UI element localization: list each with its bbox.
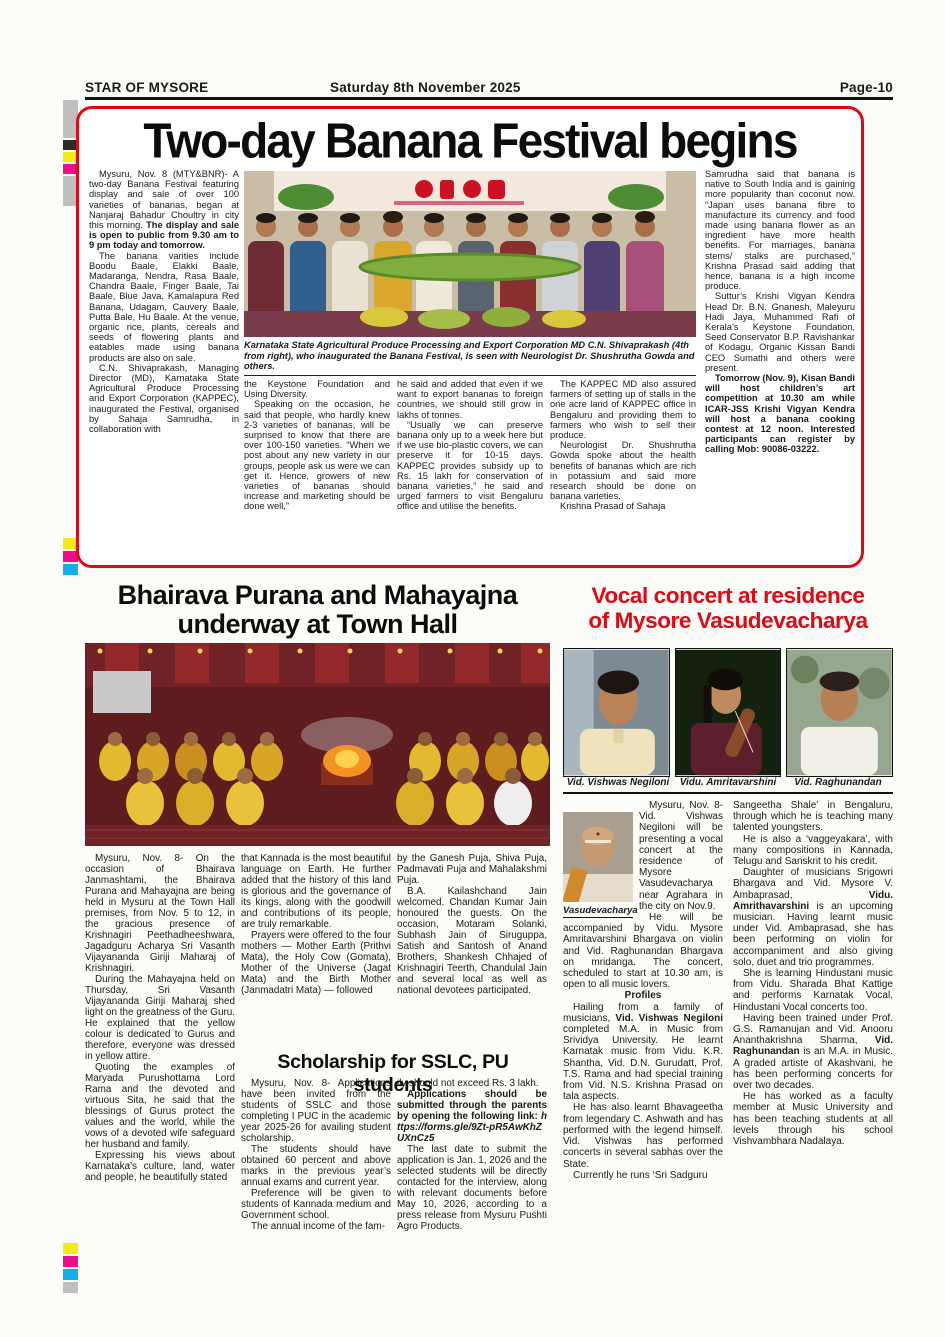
portrait-caption: Vid. Vishwas Negiloni bbox=[566, 777, 670, 788]
bhairava-column-2 bbox=[241, 853, 391, 1049]
bold-name-text: Vidu. Amrithavarshini bbox=[733, 889, 893, 912]
body-paragraph: that Kannada is the most beautiful language on Earth. He further added that the history of this land is glorious and the governance of its kings, along with the goodwill and contributions of its people, are truly remarkable. bbox=[241, 853, 391, 930]
vocal-column-1 bbox=[563, 800, 723, 1300]
body-paragraph: The KAPPEC MD also assured farmers of setting up of stalls in the one acre land of KAPPEC office in Bengaluru and providing them to farmers who wish to sell their produce. bbox=[550, 379, 696, 441]
body-paragraph: He has worked as a faculty member at Music University and has been teaching students at all levels through his school Vishvambhara Nadalaya. bbox=[733, 1091, 893, 1148]
registration-mark bbox=[63, 564, 78, 575]
vishwas-negiloni-photo bbox=[563, 648, 670, 777]
body-paragraph: the Keystone Foundation and Using Diversity. bbox=[244, 379, 390, 400]
vocal-portraits-captions bbox=[563, 777, 893, 788]
vasudevacharya-photo bbox=[563, 812, 633, 902]
bhairava-column-1 bbox=[85, 853, 235, 1293]
application-link-text: https://forms.gle/9Zt-pR5AwKhZUXnCz5 bbox=[397, 1111, 547, 1144]
body-paragraph: Suttur’s Krishi Vigyan Kendra Head Dr. B.N. Gnanesh, Maleyuru Hadi Jaya, Muhammed Rafi of Kerala’s Keystone Foundation, Seed Conservator B.P. Ravishankar of Kodagu, Organic Kissan Bandi CEO Sumathi and others were present. bbox=[705, 291, 855, 373]
vasudevacharya-inset bbox=[563, 812, 638, 918]
registration-mark bbox=[63, 1243, 78, 1254]
body-paragraph: Samrudha said that banana is native to South India and is gaining more popularity than coconut now. “Japan uses banana fibre to manufacture its currency and food made using banana flower as an ingredient have more health benefits. For marriages, banana stems/ stalks are purchased,” Krishna Prasad said adding that hence, banana is a high income produce. bbox=[705, 169, 855, 292]
body-paragraph: Neurologist Dr. Shushrutha Gowda spoke about the health benefits of bananas which are rich in potassium and said more research should be done on banana varieties. bbox=[550, 440, 696, 502]
body-paragraph: ily should not exceed Rs. 3 lakh. bbox=[397, 1078, 539, 1089]
body-paragraph: Quoting the examples of Maryada Purushottama Lord Rama and the devoted and virtuous Sita, he said that the blessings of Gurus protect the values and the world, while the vows of a devoted wife safeguard her husband and family. bbox=[85, 1062, 235, 1150]
profiles-subhead: Profiles bbox=[624, 990, 662, 1002]
bold-highlight-paragraph: Tomorrow (Nov. 9), Kisan Bandi will host children’s art competition at 10.30 am while ICAR-JSS Krishi Vigyan Kendra will host a banana cooking contest at 12 noon. Interested participants can register by calling Mob: 90086-03222. bbox=[705, 373, 855, 455]
scholarship-column-2 bbox=[397, 1078, 547, 1293]
vocal-column-2 bbox=[733, 800, 893, 1300]
paragraph-text: is an M.A. in Music. A graded artiste of Akashvani, he has been performing concerts for over two decades. bbox=[733, 1046, 893, 1092]
vocal-portraits-row bbox=[563, 648, 893, 777]
raghunandan-photo bbox=[786, 648, 893, 777]
body-paragraph: The last date to submit the application is Jan. 1, 2026 and the selected students will be directly contacted for the interview, along with relevant documents before May 10, 2026, according to a press release from Mysuru Pushti Agro Products. bbox=[397, 1144, 547, 1232]
bold-name-text: Vid. Vishwas Negiloni bbox=[615, 1012, 723, 1024]
masthead-date: Saturday 8th November 2025 bbox=[330, 80, 521, 95]
headline-line: underway at Town Hall bbox=[177, 609, 458, 639]
amritavarshini-photo bbox=[675, 648, 782, 777]
bhairava-column-3 bbox=[397, 853, 547, 1049]
scholarship-column-1 bbox=[241, 1078, 391, 1293]
body-paragraph: She is learning Hindustani music from Vidu. Sharada Bhat Kattige and performs Karnatak Vocal, Hindustani Vocal concerts too. bbox=[733, 968, 893, 1013]
bold-name-text: Vid. Raghunandan bbox=[733, 1035, 893, 1058]
paragraph-text: Applications should be submitted through the parents by opening the following link: bbox=[397, 1089, 547, 1122]
body-paragraph: by the Ganesh Puja, Shiva Puja, Padmavati Puja and Mahalakshmi Puja. bbox=[397, 853, 547, 886]
body-paragraph bbox=[89, 169, 239, 251]
body-paragraph: he said and added that even if we want to export bananas to foreign countries, we should still grow in lakhs of tonnes. bbox=[397, 379, 543, 420]
vocal-divider-rule bbox=[563, 792, 893, 794]
scholarship-headline: Scholarship for SSLC, PU students bbox=[277, 1051, 509, 1096]
body-paragraph: “Usually we can preserve banana only up to a week here but if we use bio-plastic covers, we can preserve it for 10-15 days. KAPPEC provides subsidy up to Rs. 15 lakh for conservation of banana varieties,” he said and urged farmers to visit Bengaluru office and utilise the benefits. bbox=[397, 419, 543, 512]
body-paragraph: During the Mahayajna held on Thursday, Sri Vasanth Vijayananda Giriji Maharaj shed light on the greatness of the Guru. He explained that the yellow colour is dedicated to Gurus and therefore, everyone was dressed in yellow attire. bbox=[85, 974, 235, 1062]
headline-line: of Mysore Vasudevacharya bbox=[588, 607, 868, 633]
vocal-concert-headline bbox=[563, 584, 893, 633]
masthead-paper-name: STAR OF MYSORE bbox=[85, 80, 209, 95]
body-paragraph: Expressing his views about Karnataka’s culture, land, water and people, he beautifully stated bbox=[85, 1150, 235, 1183]
banana-festival-photo bbox=[244, 171, 696, 337]
mahayajna-photo bbox=[85, 643, 550, 846]
banana-festival-article bbox=[76, 106, 864, 568]
body-paragraph: The annual income of the fam- bbox=[251, 1221, 385, 1232]
body-paragraph bbox=[733, 1013, 893, 1091]
portrait-caption: Vidu. Amritavarshini bbox=[679, 777, 777, 788]
body-paragraph: Mysuru, Nov. 8- Vid. Vishwas Negiloni will be presenting a vocal concert at the residence of Mysore Vasudevacharya near Agrahara in the city on Nov.9. bbox=[639, 800, 723, 912]
paragraph-text: is an upcoming musician. Having learnt music under Vid. Ambaprasad, she has been performing on violin for accompaniment and also giving solo, duet and trio programmes. bbox=[733, 900, 893, 968]
banana-column-4 bbox=[550, 379, 696, 563]
body-paragraph: C.N. Shivaprakash, Managing Director (MD), Karnataka State Agricultural Produce Processing and Export Corporation (KAPPEC), inaugurated the Festival, organised by Sahaja Samrudha, in collaboration with bbox=[89, 362, 239, 435]
banana-headline: Two-day Banana Festival begins bbox=[143, 113, 797, 169]
body-paragraph: Currently he runs ‘Sri Sadguru bbox=[573, 1169, 708, 1181]
paragraph-text: Hailing from a family of musicians, bbox=[563, 1001, 723, 1024]
body-paragraph: Sangeetha Shale’ in Bengaluru, through which he is teaching many talented youngsters. bbox=[733, 800, 893, 834]
portrait-caption: Vid. Raghunandan bbox=[794, 777, 882, 788]
registration-mark bbox=[63, 1256, 78, 1267]
headline-line: Vocal concert at residence bbox=[591, 583, 865, 608]
bold-highlight-text: The display and sale is open to public from 9.30 am to 9 pm today and tomorrow. bbox=[89, 220, 239, 251]
banana-column-5 bbox=[705, 169, 855, 561]
body-paragraph: Speaking on the occasion, he said that people, who hardly knew 2-3 varieties of bananas, will be surprised to know that there are over 100-150 varieties. “When we post about any new variety in our groups, people ask us were we can get it. Hence, growers of new varieties of bananas should increase and marketing should be done well,” bbox=[244, 399, 390, 512]
paragraph-text: Mysuru, Nov. 8 (MTY&BNR)- A two-day Banana Festival featuring display and sale of over 100 varieties of bananas, began at Nanjaraj Bahadur Choultry in city this morning. bbox=[89, 169, 239, 231]
paragraph-text: completed M.A. in Music from Srividya University. He learnt Karnatak music from Vidu. K.R. Shantha, Vid. D.N. Gurudatt, Prof. T.S. Rama and had special training from Vid. N.S. Krishna Prasad on tala aspects. bbox=[563, 1024, 723, 1103]
body-paragraph: He will be accompanied by Vidu. Mysore Amritavarshini Bhargava on violin and Vid. Raghunandan Bhargava on mridanga. The concert, scheduled to start at 10.30 am, is open to all music lovers. bbox=[563, 912, 723, 991]
body-paragraph: Prayers were offered to the four mothers — Mother Earth (Prithvi Mata), the Holy Cow (Gomata), Mother of the Universe (Jagat Mata) and the Birth Mother (Janmadatri Mata) — followed bbox=[241, 930, 391, 996]
banana-column-2 bbox=[244, 379, 390, 563]
bold-highlight-paragraph bbox=[397, 1089, 547, 1144]
body-paragraph: B.A. Kailashchand Jain welcomed. Chandan Kumar Jain honoured the guests. On the occasion, Motaram Solanki, Subhash Jain of Siruguppa, Satish and Santosh of Anand Brothers, Shankesh Chhajed of Krishnagiri Teerth, Chandulal Jain and several local as well as national devotees participated. bbox=[397, 886, 547, 996]
body-paragraph: The students should have obtained 60 percent and above marks in the previous year’s annual exams and current year. bbox=[241, 1144, 391, 1188]
body-paragraph: Preference will be given to students of Kannada medium and Government school. bbox=[241, 1188, 391, 1221]
body-paragraph: Mysuru, Nov. 8- On the occasion of Bhairava Janmashtami, the Bhairava Purana and Mahayajna are being held in Mysuru at the Town Hall premises, from Nov. 5 to 12, in the gracious presence of Krishnagiri Peethadheeshwara, Jagadguru Acharya Sri Vasanth Vijayananda Giriji Maharaj of Krishnagiri. bbox=[85, 853, 235, 974]
body-paragraph bbox=[563, 1002, 723, 1103]
body-paragraph bbox=[733, 867, 893, 968]
body-paragraph: Krishna Prasad of Sahaja bbox=[560, 501, 666, 512]
masthead-rule bbox=[85, 97, 893, 100]
masthead-page-number: Page-10 bbox=[839, 80, 893, 95]
headline-line: Bhairava Purana and Mahayajna bbox=[117, 580, 518, 610]
vasudevacharya-caption: Vasudevacharya bbox=[563, 905, 633, 918]
body-paragraph: The banana varities include Boodu Baale, Elakki Baale, Madaranga, Nendra, Rasa Baale, Chandra Baale, Finger Baale, Tai Baale, Blue Java, Kamalapura Red Banana, Udagam, Cauvery Baale, Putta Bale, Hu Baale. At the venue, organic rice, plants, cereals and seeds of flowering plants and eatables made using banana products are also on sale. bbox=[89, 250, 239, 363]
registration-mark bbox=[63, 1269, 78, 1280]
banana-column-3 bbox=[397, 379, 543, 563]
banana-column-1 bbox=[89, 169, 239, 561]
registration-mark bbox=[63, 1282, 78, 1293]
body-paragraph: He has also learnt Bhavageetha from legendary C. Ashwath and has performed with the legend himself. Vid. Vishwas has performed concerts in several sabhas over the State. bbox=[563, 1102, 723, 1170]
banana-photo-caption: Karnataka State Agricultural Produce Processing and Export Corporation MD C.N. Shivaprakash (4th from right), who inaugurated the Banana Festival, is seen with Neurologist Dr. Shushrutha Gowda and others. bbox=[244, 340, 696, 376]
paragraph-text: Daughter of musicians Srigowri Bhargava and Vid. Mysore V. Ambaprasad, bbox=[733, 867, 893, 901]
paragraph-text: Having been trained under Prof. G.S. Ramanujan and Vid. Anooru Ananthakrishna Sharma, bbox=[733, 1012, 893, 1047]
bhairava-headline bbox=[85, 581, 550, 639]
body-paragraph: Mysuru, Nov. 8- Applications have been invited from the students of SSLC and those completing I PUC in the academic year 2025-26 for availing student scholarship. bbox=[241, 1078, 391, 1144]
body-paragraph: He is also a ‘vaggeyakara’, with many compositions in Kannada, Telugu and Sanskrit to his credit. bbox=[733, 833, 893, 868]
